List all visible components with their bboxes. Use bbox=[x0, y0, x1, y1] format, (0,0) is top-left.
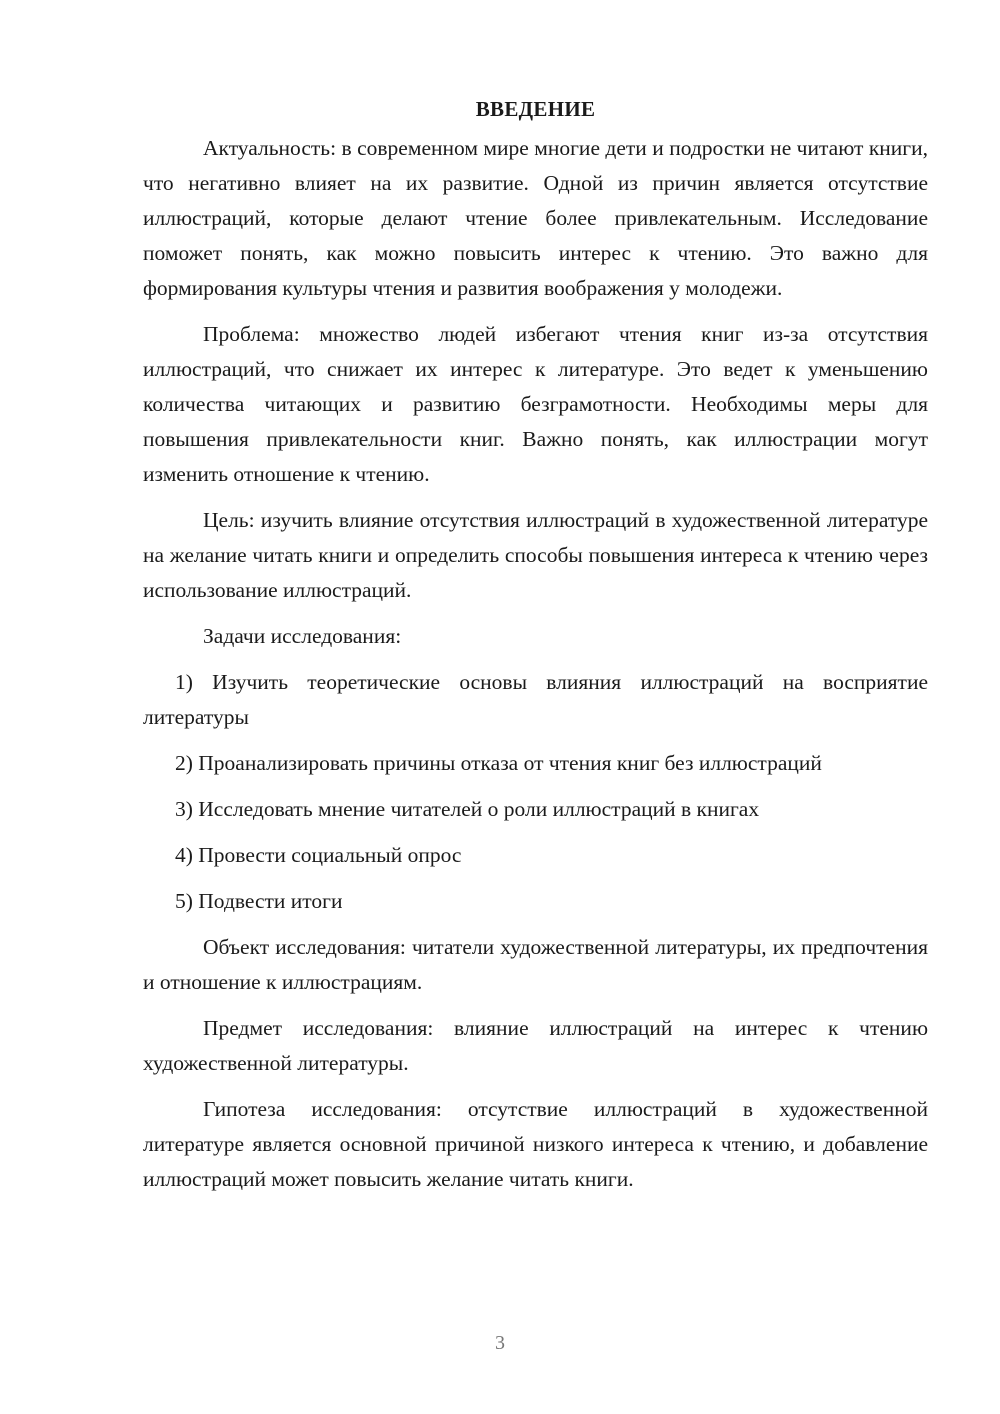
paragraph-relevance: Актуальность: в современном мире многие дети и подростки не читают книги, что негативно влияет на их развитие. Одной из причин является отсутствие иллюстраций, которые делают чтение более привлекательным. Исследование поможет понять, как можно повысить интерес к чтению. Это важно для формирования культуры чтения и развития воображения у молодежи. bbox=[143, 136, 928, 300]
task-item: 1) Изучить теоретические основы влияния иллюстраций на восприятие литературы bbox=[143, 670, 928, 729]
document-page bbox=[143, 92, 928, 1208]
paragraph-subject: Предмет исследования: влияние иллюстраций на интерес к чтению художественной литературы. bbox=[143, 1016, 928, 1075]
paragraph-hypothesis: Гипотеза исследования: отсутствие иллюстраций в художественной литературе является основной причиной низкого интереса к чтению, и добавление иллюстраций может повысить желание читать книги. bbox=[143, 1097, 928, 1191]
task-item: 5) Подвести итоги bbox=[175, 889, 343, 913]
tasks-heading: Задачи исследования: bbox=[203, 624, 402, 648]
page-number: 3 bbox=[495, 1332, 505, 1354]
task-item: 3) Исследовать мнение читателей о роли иллюстраций в книгах bbox=[175, 797, 760, 821]
task-item: 4) Провести социальный опрос bbox=[175, 843, 462, 867]
paragraph-problem: Проблема: множество людей избегают чтения книг из-за отсутствия иллюстраций, что снижает их интерес к литературе. Это ведет к уменьшению количества читающих и развитию безграмотности. Необходимы меры для повышения привлекательности книг. Важно понять, как иллюстрации могут изменить отношение к чтению. bbox=[143, 322, 928, 486]
paragraph-object: Объект исследования: читатели художественной литературы, их предпочтения и отношение к иллюстрациям. bbox=[143, 935, 928, 994]
document-title: ВВЕДЕНИЕ bbox=[475, 97, 596, 121]
paragraph-goal: Цель: изучить влияние отсутствия иллюстраций в художественной литературе на желание читать книги и определить способы повышения интереса к чтению через использование иллюстраций. bbox=[143, 508, 928, 602]
task-item: 2) Проанализировать причины отказа от чтения книг без иллюстраций bbox=[175, 751, 822, 775]
